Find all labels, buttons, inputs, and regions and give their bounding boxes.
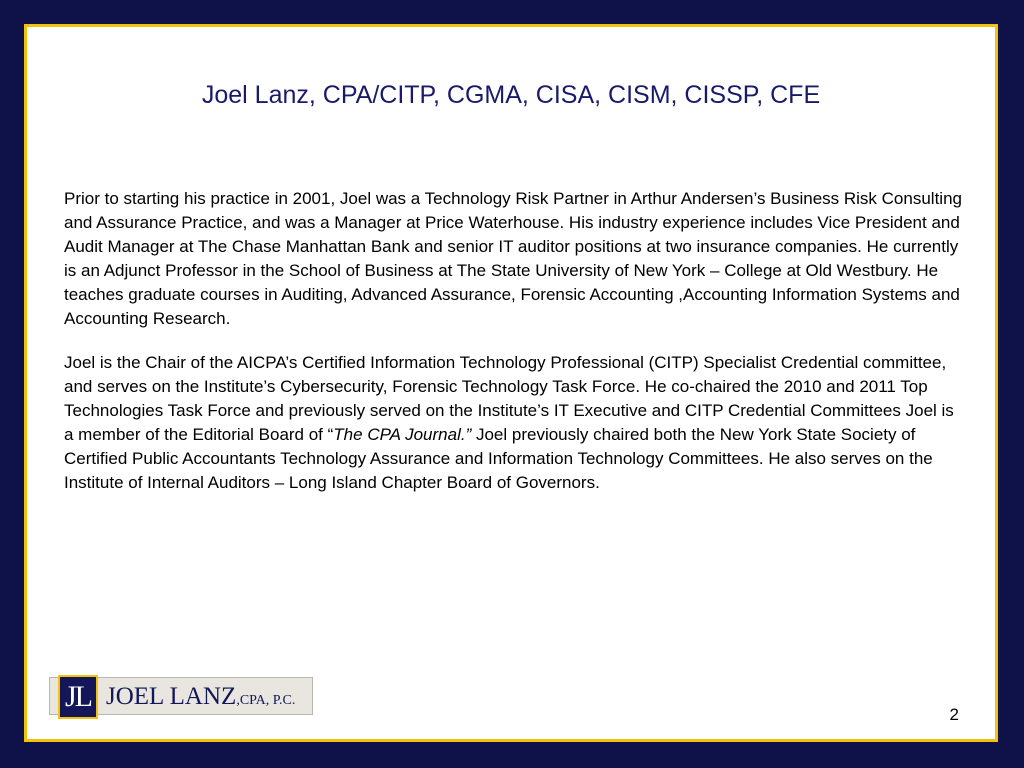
logo-name [106,682,295,716]
logo-name-text: JOEL LANZ [106,683,237,710]
slide-body [64,187,964,515]
cpa-journal-title: The CPA Journal.” [333,425,472,444]
company-logo [49,677,313,715]
paragraph-2 [64,351,964,495]
page-number: 2 [949,705,959,724]
slide-title: Joel Lanz, CPA/CITP, CGMA, CISA, CISM, CISSP, CFE [201,81,821,109]
logo-monogram: JL [58,675,98,719]
slide [24,24,998,742]
paragraph-2-text-before: Joel is the Chair of the AICPA’s Certified Information Technology Professional (CITP) Specialist Credential committee, and serves on the Institute’s Cybersecurity, Forensic Technology Task Force. He co-chaired the 2010 and 2011 Top Technologies Task Force and previously served on the Institute’s IT Executive and CITP Credential Committees Joel is a member of the Editorial Board of “ [64,353,954,444]
paragraph-2-text-after: Joel previously chaired both the New York State Society of Certified Public Accountants Technology Assurance and Information Technology Committees. He also serves on the Institute of Internal Auditors – Long Island Chapter Board of Governors. [64,425,933,492]
logo-suffix: ,CPA, P.C. [236,693,296,708]
paragraph-1: Prior to starting his practice in 2001, Joel was a Technology Risk Partner in Arthur Andersen’s Business Risk Consulting and Assurance Practice, and was a Manager at Price Waterhouse. His industry experience includes Vice President and Audit Manager at The Chase Manhattan Bank and senior IT auditor positions at two insurance companies. He currently is an Adjunct Professor in the School of Business at The State University of New York – College at Old Westbury. He teaches graduate courses in Auditing, Advanced Assurance, Forensic Accounting ,Accounting Information Systems and Accounting Research. [64,189,962,328]
